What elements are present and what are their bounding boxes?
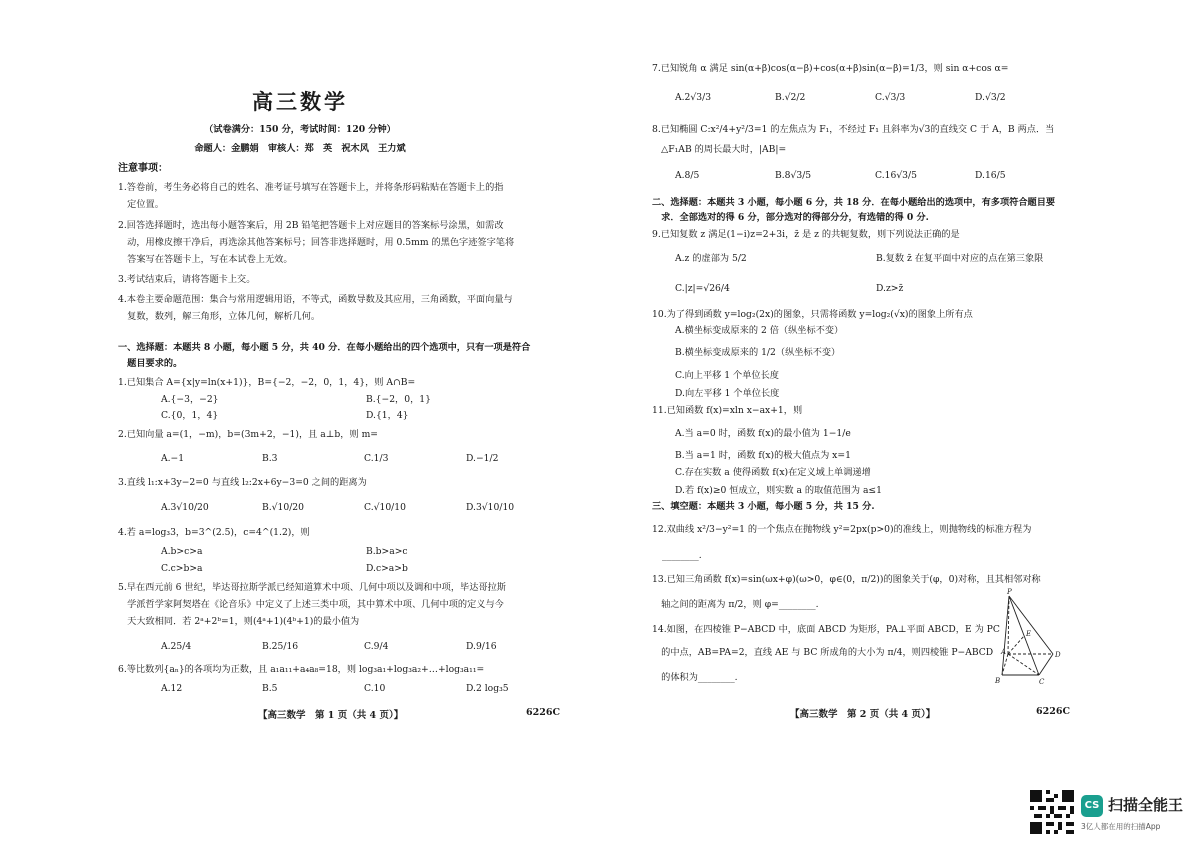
- q9-option-a: A.z 的虚部为 5/2: [675, 253, 747, 264]
- q5-option-c: C.9/4: [364, 641, 389, 652]
- q14-stem: 的中点，AB=PA=2，直线 AE 与 BC 所成角的大小为 π/4，则四棱锥 P−ABCD: [652, 647, 994, 658]
- scanner-slogan: 3亿人都在用的扫描App: [1081, 822, 1161, 831]
- q10-option-c: C.向上平移 1 个单位长度: [675, 370, 779, 381]
- q8-option-d: D.16/5: [975, 170, 1006, 181]
- q10-option-a: A.横坐标变成原来的 2 倍（纵坐标不变）: [675, 325, 844, 336]
- q4-option-d: D.c>a>b: [366, 563, 408, 574]
- q3-option-b: B.√10/20: [262, 502, 305, 513]
- section-2-heading: 二、选择题：本题共 3 小题，每小题 6 分，共 18 分．在每小题给出的选项中，有多项符合题目要: [652, 197, 1056, 208]
- q9-option-c: C.|z|=√26/4: [675, 283, 730, 294]
- q7-stem: 7.已知锐角 α 满足 sin(α+β)cos(α−β)+cos(α+β)sin(α−β)=1/3，则 sin α+cos α=: [652, 63, 1009, 74]
- scanner-app-name: 扫描全能王: [1108, 796, 1184, 814]
- q4-option-b: B.b>a>c: [366, 546, 408, 557]
- q13-stem: 轴之间的距离为 π/2，则 φ=________.: [652, 599, 819, 610]
- camscanner-logo-icon: CS: [1081, 795, 1103, 817]
- page-footer: 【高三数学 第 2 页（共 4 页）】: [790, 709, 936, 720]
- q9-option-b: B.复数 z̄ 在复平面中对应的点在第三象限: [876, 253, 1044, 264]
- q5-option-d: D.9/16: [466, 641, 497, 652]
- q3-option-c: C.√10/10: [364, 502, 406, 513]
- note-line: 1.答卷前，考生务必将自己的姓名、准考证号填写在答题卡上，并将条形码粘贴在答题卡上的指: [118, 182, 504, 193]
- q6-option-a: A.12: [161, 683, 183, 694]
- note-line: 3.考试结束后，请将答题卡上交。: [118, 274, 256, 285]
- q11-option-b: B.当 a=1 时，函数 f(x)的极大值点为 x=1: [675, 450, 851, 461]
- qr-code-icon: [1030, 790, 1074, 834]
- pyramid-figure: [990, 588, 1072, 688]
- figure-label-p: P: [1007, 588, 1012, 596]
- q14-stem: 的体积为________.: [652, 672, 738, 683]
- section-1-heading-cont: 题目要求的。: [118, 358, 183, 369]
- q1-option-d: D.{1，4}: [366, 410, 409, 421]
- exam-code: 6226C: [526, 707, 561, 718]
- note-line: 动，用橡皮擦干净后，再选涂其他答案标号；回答非选择题时，用 0.5mm 的黑色字迹签字笔将: [118, 237, 515, 248]
- note-line: 2.回答选择题时，选出每小题答案后，用 2B 铅笔把答题卡上对应题目的答案标号涂黑，如需改: [118, 220, 504, 231]
- q4-stem: 4.若 a=log₃3，b=3^(2.5)，c=4^(1.2)，则: [118, 527, 310, 538]
- note-line: 复数，数列，解三角形，立体几何，解析几何。: [118, 311, 321, 322]
- q4-option-a: A.b>c>a: [161, 546, 203, 557]
- figure-label-a: A: [1001, 648, 1007, 656]
- q6-option-d: D.2 log₃5: [466, 683, 509, 694]
- q3-option-d: D.3√10/10: [466, 502, 515, 513]
- q10-option-d: D.向左平移 1 个单位长度: [675, 388, 780, 399]
- q8-option-a: A.8/5: [675, 170, 700, 181]
- q5-stem: 天大致相同．若 2ᵃ+2ᵇ=1，则(4ᵃ+1)(4ᵇ+1)的最小值为: [118, 616, 360, 627]
- q6-option-b: B.5: [262, 683, 278, 694]
- exam-page-2: [600, 0, 1200, 848]
- q3-option-a: A.3√10/20: [161, 502, 209, 513]
- q12-answer-blank: ________.: [662, 550, 702, 561]
- exam-authors: 命题人：金鹏娟 审核人：郑 英 祝木风 王力斌: [194, 143, 406, 154]
- q5-stem: 5.早在西元前 6 世纪，毕达哥拉斯学派已经知道算术中项、几何中项以及调和中项，毕达哥拉斯: [118, 582, 506, 593]
- exam-code: 6226C: [1036, 706, 1071, 717]
- q1-option-c: C.{0，1，4}: [161, 410, 219, 421]
- note-line: 定位置。: [118, 199, 164, 210]
- q8-stem: 8.已知椭圆 C:x²/4+y²/3=1 的左焦点为 F₁，不经过 F₁ 且斜率为√3的直线交 C 于 A，B 两点．当: [652, 124, 1055, 135]
- q9-stem: 9.已知复数 z 满足(1−i)z=2+3i，z̄ 是 z 的共轭复数，则下列说法正确的是: [652, 229, 960, 240]
- section-2-heading-cont: 求．全部选对的得 6 分，部分选对的得部分分，有选错的得 0 分.: [652, 212, 929, 223]
- q13-stem: 13.已知三角函数 f(x)=sin(ωx+φ)(ω>0，φ∈(0，π/2))的图象关于(φ，0)对称，且其相邻对称: [652, 574, 1041, 585]
- exam-title: 高三数学: [252, 90, 348, 114]
- q11-stem: 11.已知函数 f(x)=xln x−ax+1，则: [652, 405, 803, 416]
- figure-label-d: D: [1055, 651, 1061, 659]
- page-footer: 【高三数学 第 1 页（共 4 页）】: [258, 710, 404, 721]
- q6-option-c: C.10: [364, 683, 386, 694]
- note-line: 4.本卷主要命题范围：集合与常用逻辑用语，不等式，函数导数及其应用，三角函数，平面向量与: [118, 294, 513, 305]
- q8-stem: △F₁AB 的周长最大时，|AB|=: [652, 144, 787, 155]
- q2-option-c: C.1/3: [364, 453, 389, 464]
- q7-option-d: D.√3/2: [975, 92, 1006, 103]
- q9-option-d: D.z>z̄: [876, 283, 904, 294]
- q8-option-b: B.8√3/5: [775, 170, 812, 181]
- q2-option-d: D.−1/2: [466, 453, 499, 464]
- section-1-heading: 一、选择题：本题共 8 小题，每小题 5 分，共 40 分．在每小题给出的四个选项中，只有一项是符合: [118, 342, 531, 353]
- q7-option-b: B.√2/2: [775, 92, 806, 103]
- section-3-heading: 三、填空题：本题共 3 小题，每小题 5 分，共 15 分.: [652, 501, 875, 512]
- q5-stem: 学派哲学家阿契塔在《论音乐》中定义了上述三类中项，其中算术中项、几何中项的定义与今: [118, 599, 504, 610]
- q4-option-c: C.c>b>a: [161, 563, 203, 574]
- q2-option-b: B.3: [262, 453, 278, 464]
- figure-label-c: C: [1039, 678, 1045, 686]
- q6-stem: 6.等比数列{aₙ}的各项均为正数，且 a₁a₁₁+a₄a₈=18，则 log₃a₁+log₃a₂+…+log₃a₁₁=: [118, 664, 485, 675]
- notes-heading: 注意事项：: [118, 163, 168, 174]
- note-line: 答案写在答题卡上，写在本试卷上无效。: [118, 254, 293, 265]
- q12-stem: 12.双曲线 x²/3−y²=1 的一个焦点在抛物线 y²=2px(p>0)的准线上，则抛物线的标准方程为: [652, 524, 1032, 535]
- q1-stem: 1.已知集合 A={x|y=ln(x+1)}，B={−2，−2，0，1，4}，则 A∩B=: [118, 377, 416, 388]
- q7-option-a: A.2√3/3: [675, 92, 712, 103]
- q10-stem: 10.为了得到函数 y=log₂(2x)的图象，只需将函数 y=log₂(√x)的图象上所有点: [652, 309, 973, 320]
- q10-option-b: B.横坐标变成原来的 1/2（纵坐标不变）: [675, 347, 841, 358]
- q3-stem: 3.直线 l₁:x+3y−2=0 与直线 l₂:2x+6y−3=0 之间的距离为: [118, 477, 367, 488]
- figure-label-b: B: [995, 677, 1001, 685]
- q14-stem: 14.如图，在四棱锥 P−ABCD 中，底面 ABCD 为矩形，PA⊥平面 ABCD，E 为 PC: [652, 624, 1000, 635]
- q8-option-c: C.16√3/5: [875, 170, 917, 181]
- q2-option-a: A.−1: [161, 453, 185, 464]
- exam-info: （试卷满分：150 分，考试时间：120 分钟）: [204, 124, 396, 135]
- q5-option-b: B.25/16: [262, 641, 299, 652]
- q11-option-a: A.当 a=0 时，函数 f(x)的最小值为 1−1/e: [675, 428, 851, 439]
- q2-stem: 2.已知向量 a=(1，−m)，b=(3m+2，−1)，且 a⊥b，则 m=: [118, 429, 378, 440]
- figure-label-e: E: [1026, 630, 1032, 638]
- q5-option-a: A.25/4: [161, 641, 192, 652]
- q7-option-c: C.√3/3: [875, 92, 906, 103]
- q1-option-b: B.{−2，0，1}: [366, 394, 431, 405]
- q1-option-a: A.{−3，−2}: [161, 394, 219, 405]
- q11-option-c: C.存在实数 a 使得函数 f(x)在定义域上单调递增: [675, 467, 871, 478]
- q11-option-d: D.若 f(x)≥0 恒成立，则实数 a 的取值范围为 a≤1: [675, 485, 882, 496]
